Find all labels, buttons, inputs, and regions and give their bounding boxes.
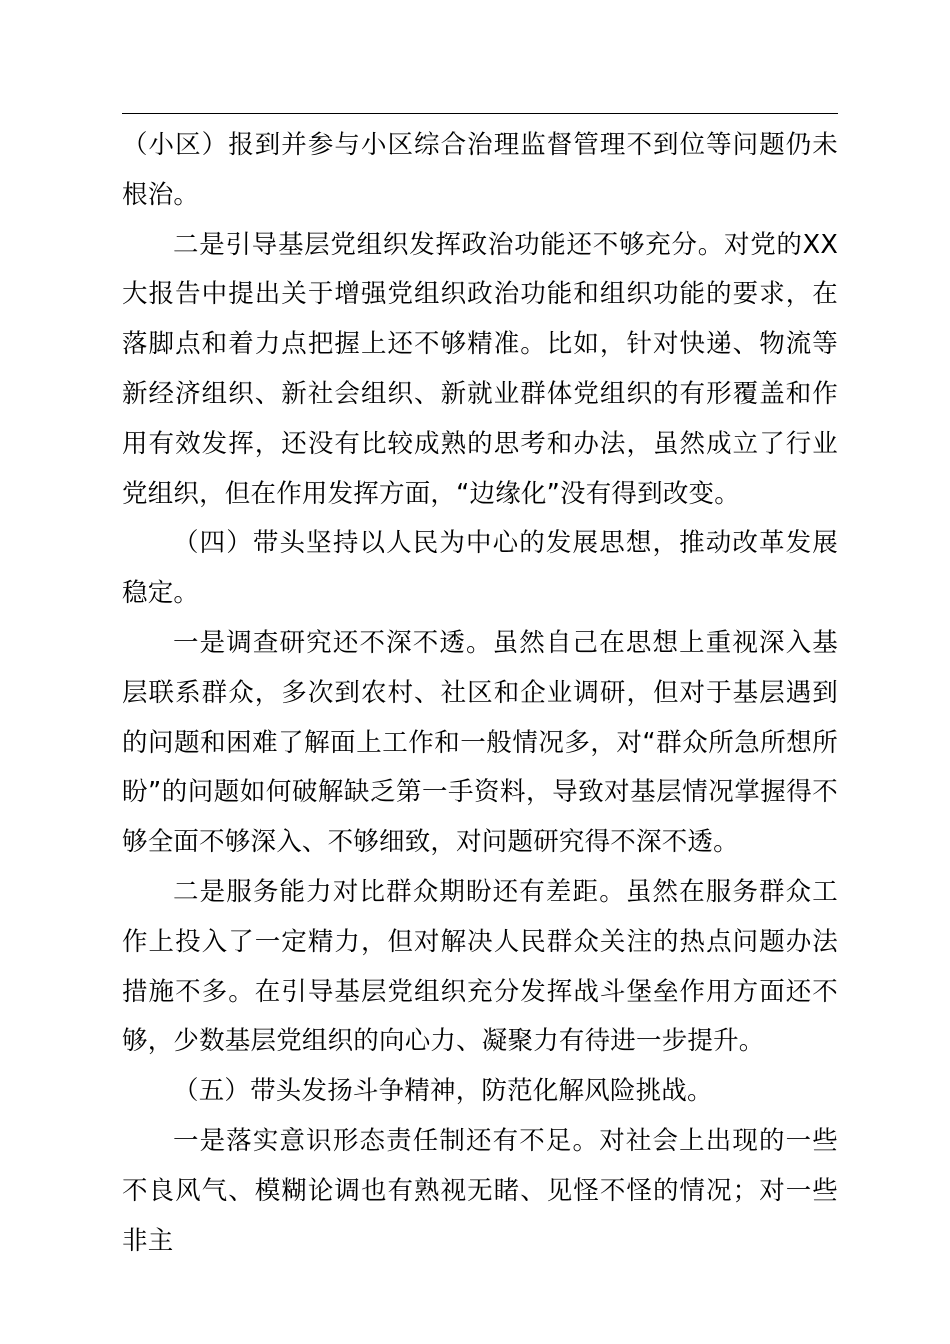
section-heading-5: （五）带头发扬斗争精神，防范化解风险挑战。	[173, 1076, 713, 1107]
header-rule	[122, 113, 838, 114]
document-body	[122, 121, 838, 1266]
paragraph-service: 二是服务能力对比群众期盼还有差距。虽然在服务群众工作上投入了一定精力，但对解决人民群众关注的热点问题办法措施不多。在引导基层党组织充分发挥战斗堡垒作用方面还不够，少数基层党组织的向心力、凝聚力有待进一步提升。	[122, 876, 838, 1057]
paragraph-ideology: 一是落实意识形态责任制还有不足。对社会上出现的一些不良风气、模糊论调也有熟视无睹、见怪不怪的情况；对一些非主	[122, 1125, 838, 1256]
paragraph-continuation: （小区）报到并参与小区综合治理监督管理不到位等问题仍未根治。	[122, 130, 838, 210]
paragraph-research: 一是调查研究还不深不透。虽然自己在思想上重视深入基层联系群众，多次到农村、社区和企业调研，但对于基层遇到的问题和困难了解面上工作和一般情况多，对“群众所急所想所盼”的问题如何破解缺乏第一手资料，导致对基层情况掌握得不够全面不够深入、不够细致，对问题研究得不深不透。	[122, 627, 838, 858]
section-heading-4: （四）带头坚持以人民为中心的发展思想，推动改革发展稳定。	[122, 528, 838, 609]
paragraph-political-function: 二是引导基层党组织发挥政治功能还不够充分。对党的XX大报告中提出关于增强党组织政治功能和组织功能的要求，在落脚点和着力点把握上还不够精准。比如，针对快递、物流等新经济组织、新社会组织、新就业群体党组织的有形覆盖和作用有效发挥，还没有比较成熟的思考和办法，虽然成立了行业党组织，但在作用发挥方面，“边缘化”没有得到改变。	[122, 229, 838, 509]
